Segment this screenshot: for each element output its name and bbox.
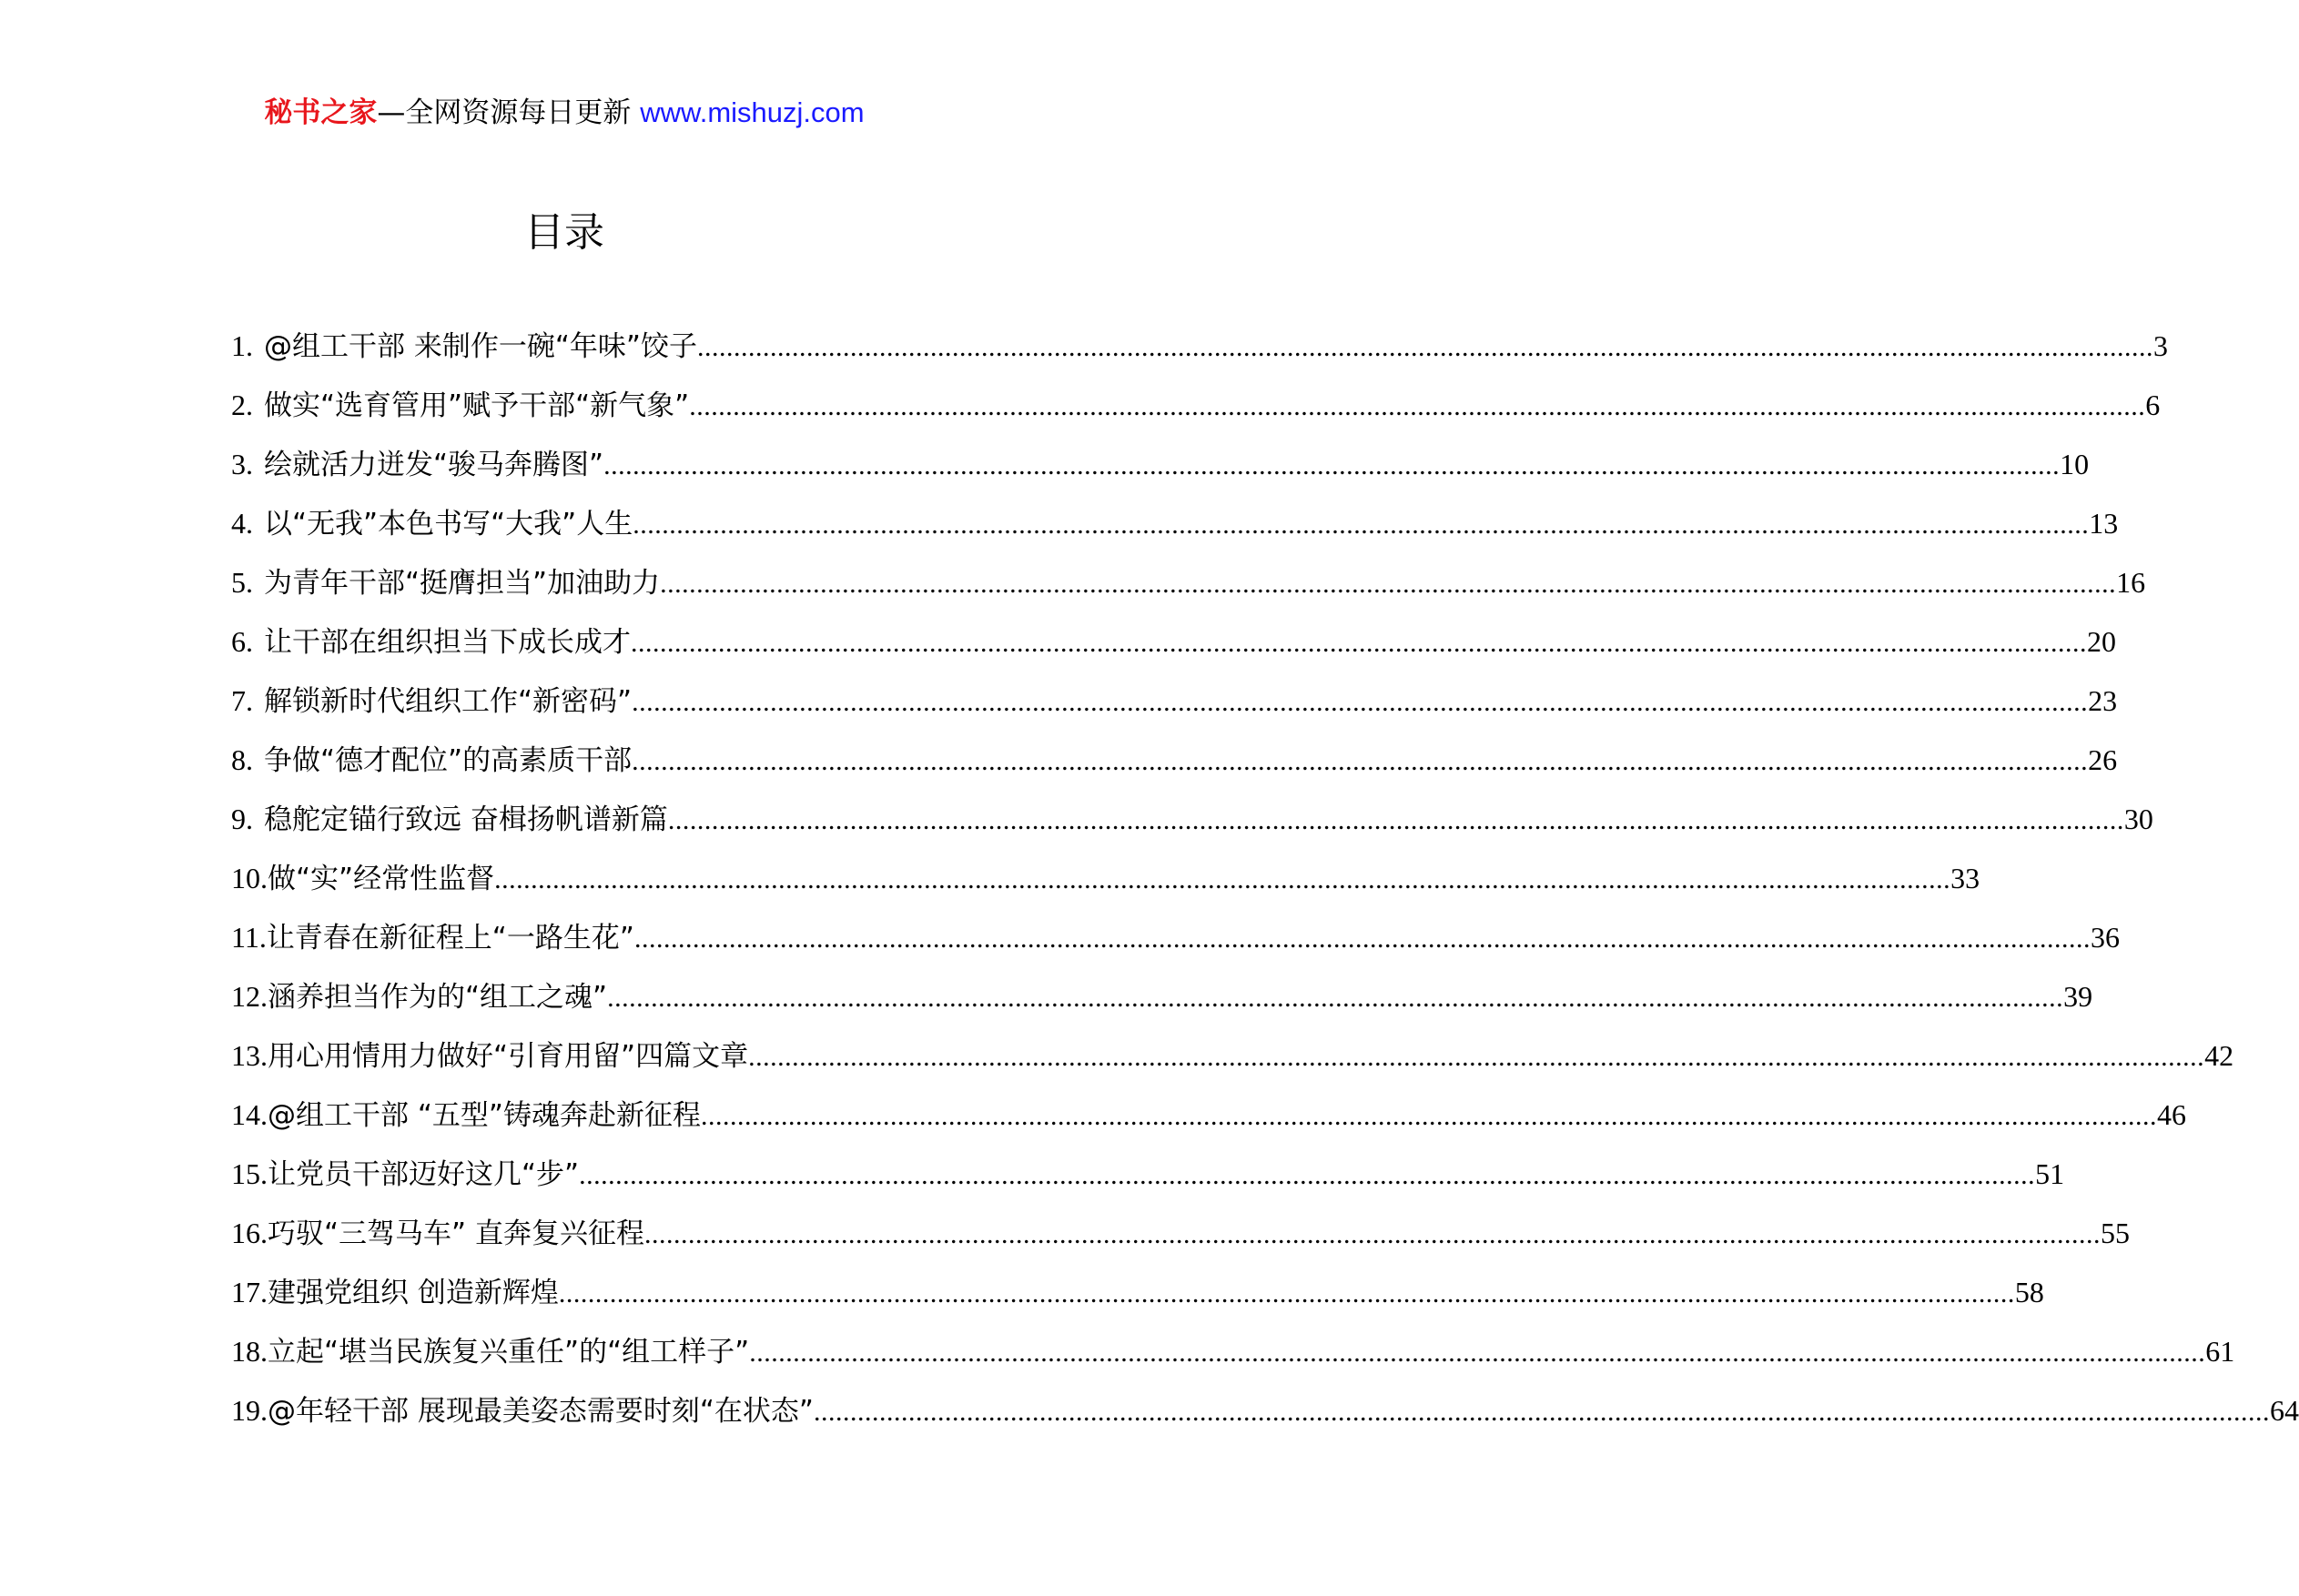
toc-entry-number: 5. <box>231 566 253 599</box>
toc-dot-leader: ........................................................................................................................................................................................................ <box>813 1397 2270 1427</box>
toc-entry-number: 4. <box>231 507 253 540</box>
toc-dot-leader: ........................................................................................................................................................................................................ <box>632 746 2089 776</box>
toc-entry[interactable] <box>231 562 2146 621</box>
toc-entry-page-number: 46 <box>2156 1098 2186 1131</box>
toc-dot-leader: ........................................................................................................................................................................................................ <box>631 628 2087 658</box>
site-brand: 秘书之家 <box>264 96 378 129</box>
toc-entry-number: 19. <box>231 1394 268 1427</box>
toc-dot-leader: ........................................................................................................................................................................................................ <box>667 805 2124 835</box>
toc-entry-page-number: 39 <box>2063 980 2093 1013</box>
page-title: 目录 <box>524 209 604 256</box>
toc-dot-leader: ........................................................................................................................................................................................................ <box>632 687 2089 717</box>
toc-entry-page-number: 64 <box>2269 1394 2299 1427</box>
toc-entry[interactable] <box>231 1035 2234 1095</box>
toc-entry-page-number: 36 <box>2090 921 2120 954</box>
toc-dot-leader: ........................................................................................................................................................................................................ <box>749 1338 2206 1368</box>
toc-entry-page-number: 30 <box>2123 803 2153 835</box>
toc-dot-leader: ........................................................................................................................................................................................................ <box>579 1160 2036 1190</box>
toc-entry-page-number: 42 <box>2204 1039 2234 1072</box>
toc-entry-page-number: 16 <box>2116 566 2146 599</box>
toc-dot-leader: ........................................................................................................................................................................................................ <box>607 983 2064 1013</box>
toc-entry-title: 做“实”经常性监督 <box>268 863 495 895</box>
toc-dot-leader: ........................................................................................................................................................................................................ <box>643 1219 2101 1249</box>
toc-dot-leader: ........................................................................................................................................................................................................ <box>700 1101 2157 1131</box>
toc-entry-number: 15. <box>231 1157 268 1190</box>
toc-entry[interactable] <box>231 1154 2065 1213</box>
toc-entry[interactable] <box>231 503 2119 562</box>
toc-entry-number: 6. <box>231 625 253 658</box>
toc-entry[interactable] <box>231 799 2153 858</box>
table-of-contents <box>231 326 2299 1450</box>
toc-entry-title: 为青年干部“挺膺担当”加油助力 <box>264 567 661 600</box>
toc-entry-title: 解锁新时代组织工作“新密码” <box>264 685 633 718</box>
toc-entry-title: @组工干部 “五型”铸魂奔赴新征程 <box>268 1099 701 1132</box>
toc-entry-page-number: 33 <box>1950 862 1980 894</box>
toc-entry-number: 18. <box>231 1335 268 1368</box>
toc-entry-title: 立起“堪当民族复兴重任”的“组工样子” <box>268 1336 750 1369</box>
toc-entry[interactable] <box>231 326 2168 385</box>
toc-entry-page-number: 51 <box>2035 1157 2065 1190</box>
toc-dot-leader: ........................................................................................................................................................................................................ <box>603 450 2061 480</box>
toc-dot-leader: ........................................................................................................................................................................................................ <box>558 1278 2015 1308</box>
toc-entry[interactable] <box>231 621 2116 681</box>
toc-entry-title: 以“无我”本色书写“大我”人生 <box>264 508 633 540</box>
toc-dot-leader: ........................................................................................................................................................................................................ <box>633 510 2090 540</box>
toc-entry-page-number: 23 <box>2088 684 2118 717</box>
toc-entry-number: 8. <box>231 743 253 776</box>
toc-entry-number: 13. <box>231 1039 268 1072</box>
toc-entry-title: 用心用情用力做好“引育用留”四篇文章 <box>268 1040 749 1073</box>
toc-entry-title: 做实“选育管用”赋予干部“新气象” <box>264 389 690 422</box>
toc-entry-page-number: 20 <box>2087 625 2116 658</box>
toc-dot-leader: ........................................................................................................................................................................................................ <box>494 864 1951 894</box>
toc-dot-leader: ........................................................................................................................................................................................................ <box>689 391 2146 421</box>
toc-entry-title: @组工干部 来制作一碗“年味”饺子 <box>264 330 697 363</box>
toc-entry-title: 涵养担当作为的“组工之魂” <box>268 981 608 1014</box>
toc-entry-title: 绘就活力迸发“骏马奔腾图” <box>264 449 604 481</box>
toc-entry-title: @年轻干部 展现最美姿态需要时刻“在状态” <box>268 1395 814 1428</box>
toc-entry-page-number: 55 <box>2100 1217 2130 1249</box>
toc-entry[interactable] <box>231 1331 2235 1390</box>
toc-entry-number: 9. <box>231 803 253 835</box>
toc-entry-number: 17. <box>231 1276 268 1308</box>
toc-entry-page-number: 13 <box>2089 507 2119 540</box>
site-header <box>0 95 1129 131</box>
toc-entry-title: 让党员干部迈好这几“步” <box>268 1158 580 1191</box>
toc-entry[interactable] <box>231 1213 2130 1272</box>
toc-entry-title: 让干部在组织担当下成长成才 <box>264 626 631 659</box>
toc-entry-number: 7. <box>231 684 253 717</box>
toc-dot-leader: ........................................................................................................................................................................................................ <box>660 569 2117 599</box>
toc-entry[interactable] <box>231 976 2093 1035</box>
toc-entry-page-number: 6 <box>2145 389 2161 421</box>
toc-entry-number: 11. <box>231 921 267 954</box>
toc-entry-number: 10. <box>231 862 268 894</box>
toc-dot-leader: ........................................................................................................................................................................................................ <box>633 924 2091 954</box>
toc-entry-title: 巧驭“三驾马车” 直奔复兴征程 <box>268 1217 644 1250</box>
toc-entry-number: 1. <box>231 329 253 362</box>
toc-entry-title: 建强党组织 创造新辉煌 <box>268 1277 559 1309</box>
toc-entry[interactable] <box>231 740 2118 799</box>
site-slogan: —全网资源每日更新 <box>377 96 641 129</box>
site-url-link[interactable]: www.mishuzj.com <box>640 96 865 128</box>
toc-entry[interactable] <box>231 444 2090 503</box>
toc-entry-number: 3. <box>231 448 253 480</box>
toc-entry-number: 2. <box>231 389 253 421</box>
toc-entry[interactable] <box>231 1272 2044 1331</box>
toc-entry-page-number: 3 <box>2152 329 2168 362</box>
toc-entry-number: 14. <box>231 1098 268 1131</box>
toc-entry[interactable] <box>231 1390 2299 1450</box>
toc-entry[interactable] <box>231 917 2120 976</box>
toc-entry[interactable] <box>231 1095 2186 1154</box>
toc-entry-page-number: 61 <box>2205 1335 2235 1368</box>
toc-entry-title: 让青春在新征程上“一路生花” <box>266 922 634 955</box>
toc-entry[interactable] <box>231 858 1980 917</box>
toc-entry-title: 稳舵定锚行致远 奋楫扬帆谱新篇 <box>264 803 668 836</box>
toc-entry[interactable] <box>231 681 2118 740</box>
toc-entry-title: 争做“德才配位”的高素质干部 <box>264 744 633 777</box>
toc-entry[interactable] <box>231 385 2161 444</box>
toc-entry-number: 16. <box>231 1217 268 1249</box>
toc-entry-page-number: 58 <box>2014 1276 2044 1308</box>
toc-entry-page-number: 10 <box>2060 448 2090 480</box>
toc-dot-leader: ........................................................................................................................................................................................................ <box>748 1042 2205 1072</box>
toc-dot-leader: ........................................................................................................................................................................................................ <box>696 332 2153 362</box>
toc-entry-number: 12. <box>231 980 268 1013</box>
toc-entry-page-number: 26 <box>2088 743 2118 776</box>
